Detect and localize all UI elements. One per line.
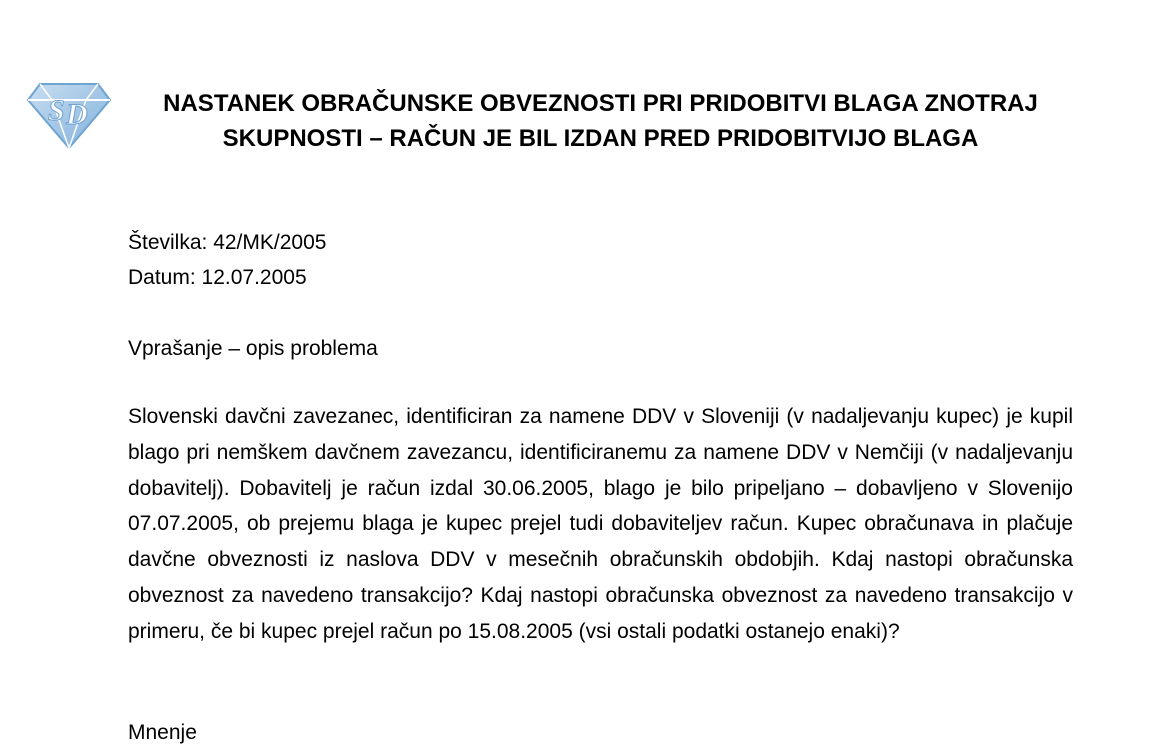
document-date: Datum: 12.07.2005 [128, 266, 307, 289]
question-heading: Vprašanje – opis problema [128, 337, 378, 360]
question-body: Slovenski davčni zavezanec, identificiran za namene DDV v Sloveniji (v nadaljevanju kupec) je kupil blago pri nemškem davčnem zavezancu, identificiranemu za namene DDV v Nemčiji (v nadaljevanju dobavitelj). Dobavitelj je račun izdal 30.06.2005, blago je bilo pripeljano – dobavljeno v Slovenijo 07.07.2005, ob prejemu blaga je kupec prejel tudi dobaviteljev račun. Kupec obračunava in plačuje davčne obveznosti iz naslova DDV v mesečnih obračunskih obdobjih. Kdaj nastopi obračunska obveznost za navedeno transakcijo? Kdaj nastopi obračunska obveznost za navedeno transakcijo v primeru, če bi kupec prejel račun po 15.08.2005 (vsi ostali podatki ostanejo enaki)? [128, 405, 1073, 643]
sd-logo-icon [26, 76, 112, 150]
svg-text:S: S [48, 94, 65, 127]
svg-text:D: D [66, 98, 88, 131]
document-number: Številka: 42/MK/2005 [128, 231, 327, 254]
opinion-heading: Mnenje [128, 721, 197, 744]
document-title: NASTANEK OBRAČUNSKE OBVEZNOSTI PRI PRIDOBITVI BLAGA ZNOTRAJ SKUPNOSTI – RAČUN JE BIL IZDAN PRED PRIDOBITVIJO BLAGA [163, 90, 1038, 152]
